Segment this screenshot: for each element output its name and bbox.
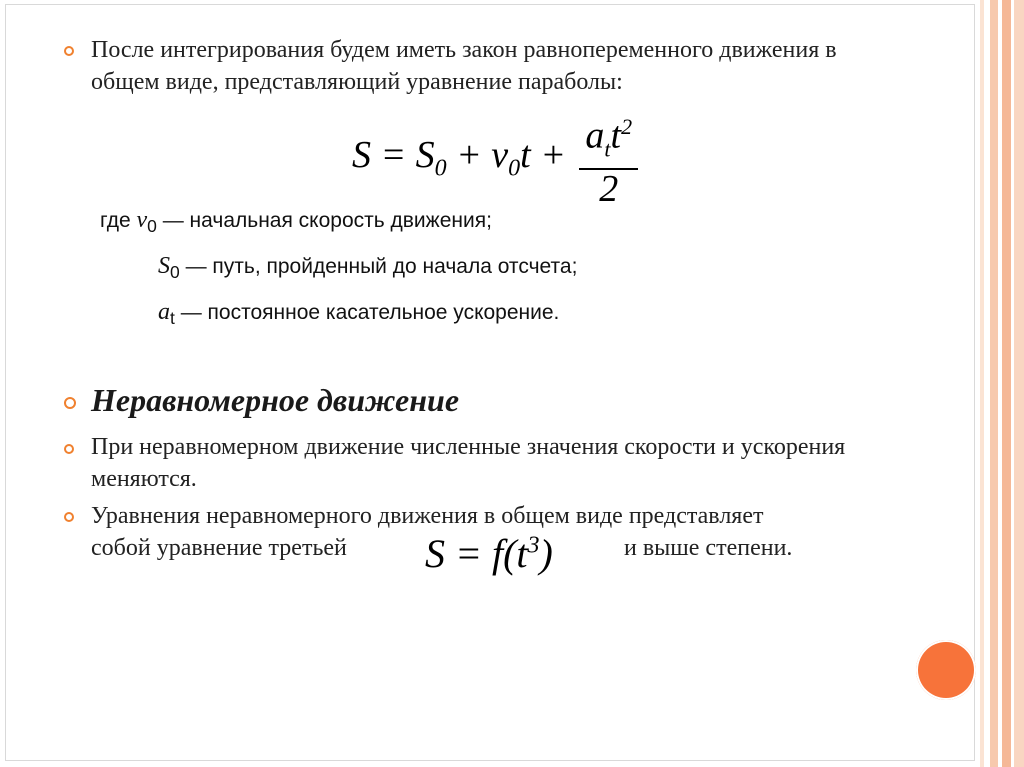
paragraph-equations-line2a: собой уравнение третьей: [91, 535, 347, 561]
decorative-stripes: [980, 0, 1024, 767]
definition-at: $a_t$ — постоянное касательное ускорение.: [158, 299, 560, 329]
section-heading: Неравномерное движение: [91, 382, 460, 418]
paragraph-equations-line1: Уравнения неравномерного движения в общем виде представляет: [91, 503, 764, 529]
definition-s0: $S_0$ — путь, пройденный до начала отсчета;: [158, 253, 578, 283]
formula-parabola: $S = S_0 + v_0t$ + $\frac{a_tt^2}{2}$: [352, 108, 638, 208]
paragraph-nonuniform: При неравномерном движение численные значения скорости и ускорения меняются.: [91, 434, 846, 492]
definition-v0: где $v_0$ — начальная скорость движения;: [100, 207, 492, 237]
bullet-icon: [64, 46, 74, 56]
bullet-icon: [64, 444, 74, 454]
definitions-block: [100, 200, 577, 339]
decorative-circle: [916, 640, 976, 700]
bullet-icon: [64, 512, 74, 522]
bullet-icon: [64, 397, 76, 409]
paragraph-integration: После интегрирования будем иметь закон равнопеременного движения в общем виде, представляющий уравнение параболы:: [91, 37, 837, 95]
formula-cubic: $S = f(t^3)$: [425, 531, 553, 576]
paragraph-equations-line2b: и выше степени.: [624, 535, 793, 561]
fraction: $\frac{a_tt^2}{2}$: [579, 108, 638, 208]
